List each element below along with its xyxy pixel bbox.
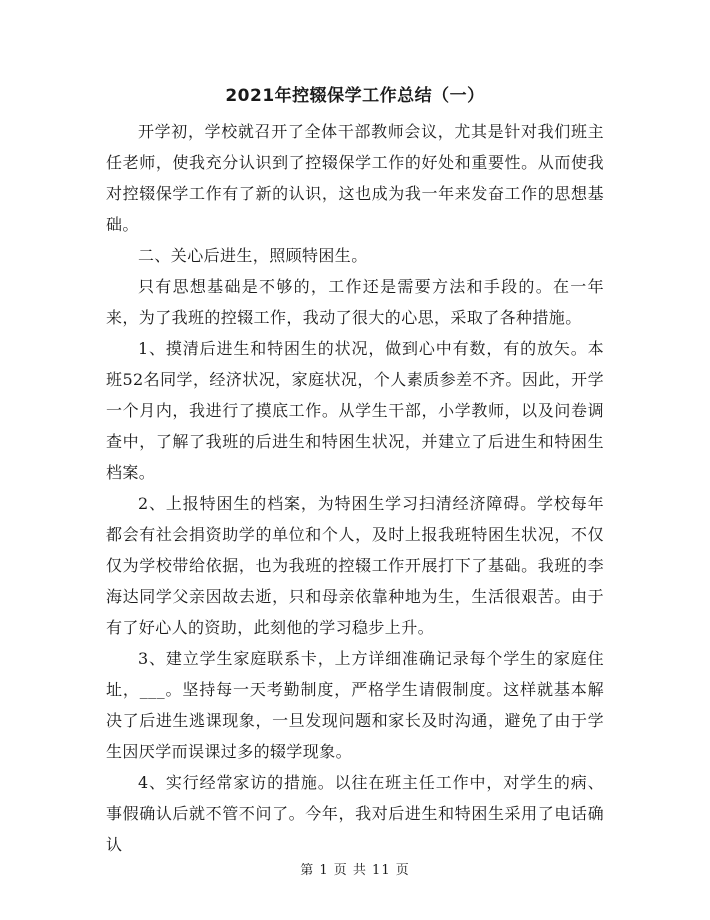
paragraph: 3、建立学生家庭联系卡，上方详细准确记录每个学生的家庭住址，___。坚持每一天考勤制度，严格学生请假制度。这样就基本解决了后进生逃课现象，一旦发现问题和家长及时沟通，避免了由于学生因厌学而误课过多的辍学现象。 — [106, 649, 604, 761]
page-number-footer: 第 1 页 共 11 页 — [300, 863, 410, 878]
paragraph: 1、摸清后进生和特困生的状况，做到心中有数，有的放矢。本班52名同学，经济状况，家庭状况，个人素质参差不齐。因此，开学一个月内，我进行了摸底工作。从学生干部，小学教师，以及问卷调查中，了解了我班的后进生和特困生状况，并建立了后进生和特困生档案。 — [106, 339, 604, 482]
document-title: 2021年控辍保学工作总结（一） — [225, 86, 485, 106]
document-body — [106, 116, 604, 860]
paragraph: 只有思想基础是不够的，工作还是需要方法和手段的。在一年来，为了我班的控辍工作，我动了很大的心思，采取了各种措施。 — [106, 277, 604, 327]
paragraph: 4、实行经常家访的措施。以往在班主任工作中，对学生的病、事假确认后就不管不问了。今年，我对后进生和特困生采用了电话确认 — [106, 773, 604, 854]
section-heading: 二、关心后进生，照顾特困生。 — [138, 246, 368, 265]
paragraph: 2、上报特困生的档案，为特困生学习扫清经济障碍。学校每年都会有社会捐资助学的单位和个人，及时上报我班特困生状况，不仅仅为学校带给依据，也为我班的控辍工作开展打下了基础。我班的李海达同学父亲因故去逝，只和母亲依靠种地为生，生活很艰苦。由于有了好心人的资助，此刻他的学习稳步上升。 — [106, 494, 604, 637]
paragraph: 开学初，学校就召开了全体干部教师会议，尤其是针对我们班主任老师，使我充分认识到了控辍保学工作的好处和重要性。从而使我对控辍保学工作有了新的认识，这也成为我一年来发奋工作的思想基础。 — [106, 122, 604, 234]
